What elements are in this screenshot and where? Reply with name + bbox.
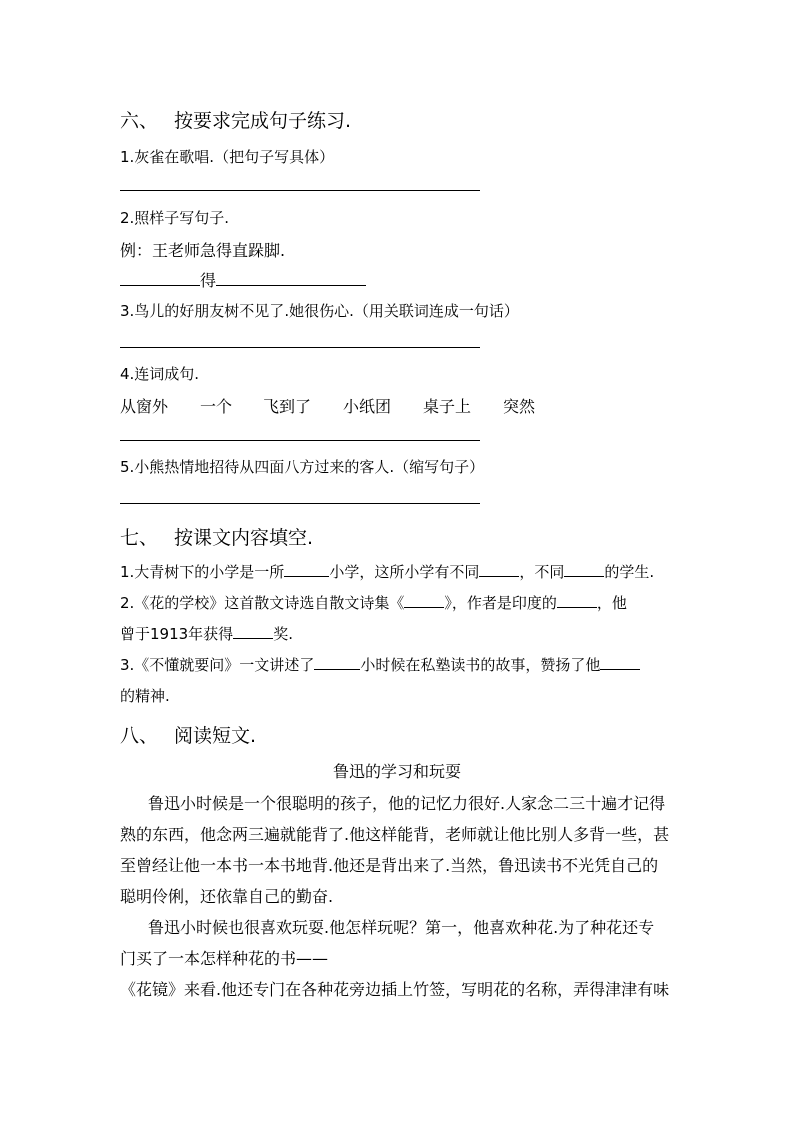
passage-line: 《花镜》来看.他还专门在各种花旁边插上竹签，写明花的名称，弄得津津有味 (120, 980, 670, 999)
answer-blank[interactable] (557, 592, 597, 608)
section-6-heading (120, 106, 351, 133)
text-segment: 小时候在私塾读书的故事，赞扬了他 (360, 656, 601, 674)
s7-question-3-cont: 的精神. (120, 687, 170, 705)
text-segment: 的学生. (604, 563, 655, 581)
answer-blank[interactable] (600, 654, 640, 670)
section-8-heading (120, 721, 256, 748)
s6-question-2-example: 例：王老师急得直跺脚. (120, 241, 286, 260)
text-segment: 3.《不懂就要问》一文讲述了 (120, 656, 315, 674)
passage-line: 至曾经让他一本书一本书地背.他还是背出来了.当然，鲁迅读书不光凭自己的 (120, 856, 659, 875)
section-6-title: 按要求完成句子练习. (174, 110, 352, 132)
section-7-heading (120, 523, 313, 550)
s7-question-2 (120, 592, 627, 613)
word-tile: 飞到了 (263, 397, 312, 416)
text-segment: 奖. (273, 625, 293, 643)
passage-line: 聪明伶俐，还依靠自己的勤奋. (120, 887, 334, 906)
answer-blank[interactable] (284, 561, 329, 577)
text-segment: ，他 (596, 594, 627, 612)
answer-blank[interactable] (216, 270, 366, 286)
s6-question-4: 4.连词成句. (120, 365, 200, 383)
answer-blank[interactable] (314, 654, 360, 670)
text-segment: 》，作者是印度的 (444, 594, 557, 612)
passage-line: 鲁迅小时候也很喜欢玩耍.他怎样玩呢？第一，他喜欢种花.为了种花还专 (148, 918, 655, 937)
word-tile: 一个 (200, 397, 233, 416)
word-tile: 小纸团 (343, 397, 392, 416)
word-tile: 桌子上 (423, 397, 472, 416)
section-8-number: 八、 (120, 725, 159, 747)
answer-blank[interactable] (479, 561, 519, 577)
word-tile: 从窗外 (120, 397, 169, 416)
section-6-number: 六、 (120, 110, 159, 132)
answer-line-s6-q3 (120, 347, 480, 348)
text-segment: 小学，这所小学有不同 (329, 563, 480, 581)
answer-blank[interactable] (233, 623, 273, 639)
answer-line-s6-q5 (120, 503, 480, 504)
s6-question-2: 2.照样子写句子. (120, 209, 230, 227)
text-segment: 1.大青树下的小学是一所 (120, 563, 285, 581)
s7-question-1 (120, 561, 654, 582)
answer-blank[interactable] (120, 270, 200, 286)
section-8-title: 阅读短文. (174, 725, 257, 747)
passage-line: 门买了一本怎样种花的书—— (120, 949, 329, 968)
s6-question-3: 3.鸟儿的好朋友树不见了.她很伤心.（用关联词连成一句话） (120, 302, 519, 320)
text-segment: 2.《花的学校》这首散文诗选自散文诗集《 (120, 594, 405, 612)
word-tile: 突然 (503, 397, 536, 416)
passage-line: 熟的东西，他念两三遍就能背了.他这样能背，老师就让他比别人多背一些，甚 (120, 825, 670, 844)
answer-connector: 得 (200, 271, 217, 290)
passage-line: 鲁迅小时候是一个很聪明的孩子，他的记忆力很好.人家念二三十遍才记得 (148, 794, 666, 813)
s6-question-2-answer (120, 268, 366, 291)
s6-question-5: 5.小熊热情地招待从四面八方过来的客人.（缩写句子） (120, 458, 485, 476)
answer-blank[interactable] (564, 561, 604, 577)
text-segment: ，不同 (519, 563, 565, 581)
text-segment: 曾于1913年获得 (120, 625, 234, 643)
s6-question-1: 1.灰雀在歌唱.（把句子写具体） (120, 148, 335, 166)
s7-question-2-cont (120, 623, 293, 644)
answer-line-s6-q1 (120, 190, 480, 191)
answer-line-s6-q4 (120, 440, 480, 441)
passage-title: 鲁迅的学习和玩耍 (332, 762, 461, 781)
section-7-title: 按课文内容填空. (174, 527, 314, 549)
section-7-number: 七、 (120, 527, 159, 549)
answer-blank[interactable] (404, 592, 444, 608)
s7-question-3 (120, 654, 640, 675)
